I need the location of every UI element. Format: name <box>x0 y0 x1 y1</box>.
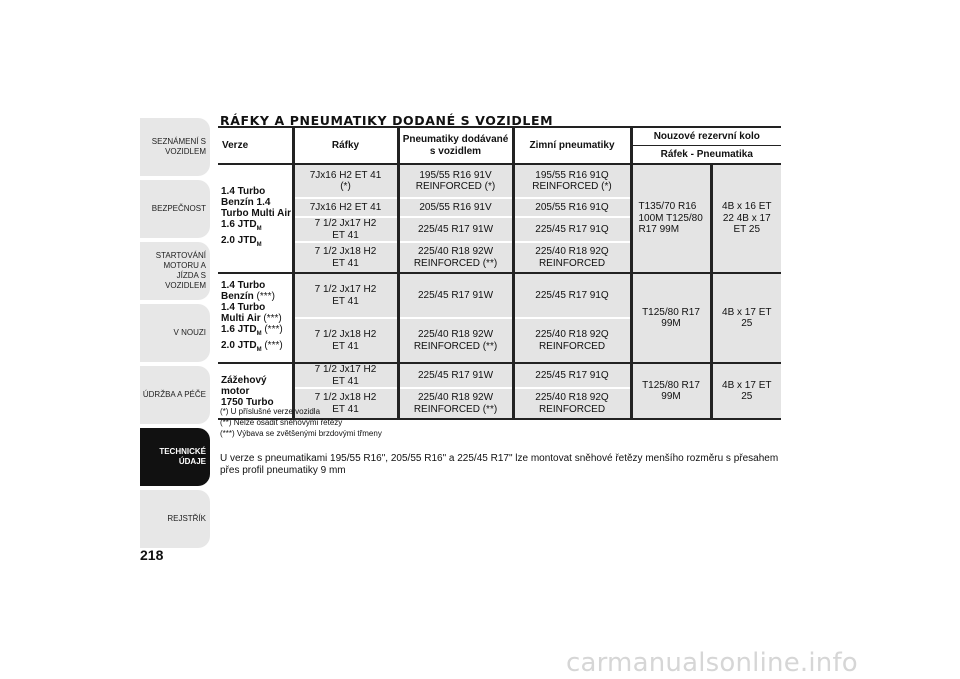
header-rims: Ráfky <box>293 127 398 164</box>
version-line <box>221 313 292 324</box>
version-note: (***) <box>260 313 282 324</box>
version-name: 1.4 Turbo <box>221 302 266 313</box>
winter-tyre-cell-text: 225/45 R17 91Q <box>535 223 609 235</box>
winter-tyre-cell-text: 225/40 R18 92Q REINFORCED <box>535 329 609 352</box>
tyre-cell-text: 225/45 R17 91W <box>417 223 494 235</box>
version-name: 1.6 JTD <box>221 219 257 230</box>
sidebar-tab[interactable] <box>140 118 210 176</box>
header-winter-tyres: Zimní pneumatiky <box>513 127 631 164</box>
tyre-cell <box>398 217 513 242</box>
version-name: Zážehový <box>221 374 267 386</box>
version-line <box>221 219 292 235</box>
sidebar-tab-label: VOZIDLEM <box>165 281 206 290</box>
rim-cell-text: 7 1/2 Jx18 H2 ET 41 <box>314 392 377 415</box>
version-line <box>221 280 292 291</box>
tyre-cell-text: 195/55 R16 91V REINFORCED (*) <box>415 169 496 192</box>
version-line <box>221 197 292 208</box>
tyre-cell-text: 205/55 R16 91V <box>419 201 492 213</box>
sidebar-tab-label: BEZPEČNOST <box>151 204 206 213</box>
table-row <box>218 363 781 388</box>
winter-tyre-cell-text: 195/55 R16 91Q REINFORCED (*) <box>532 169 612 192</box>
spare-tyre-text: T125/80 R17 99M <box>642 306 700 329</box>
version-line <box>221 340 292 356</box>
spare-tyre-cell <box>631 363 711 419</box>
version-cell <box>218 164 293 273</box>
rim-cell <box>293 242 398 273</box>
tyre-cell-text: 225/45 R17 91W <box>417 369 494 381</box>
rim-cell <box>293 363 398 388</box>
snow-chain-note: U verze s pneumatikami 195/55 R16", 205/55 R16" a 225/45 R17" lze montovat sněhové řetězy menšího rozměru s přesahem přes profil pneumatiky 9 mm <box>220 453 779 476</box>
spare-rim-text: 4B x 17 ET 25 <box>722 379 772 402</box>
page-number: 218 <box>140 547 164 563</box>
sidebar-tab[interactable] <box>140 490 210 548</box>
spare-tyre-cell <box>631 164 711 273</box>
version-name: 2.0 JTD <box>221 340 257 351</box>
sidebar-tab-label: STARTOVÁNÍ <box>155 251 206 260</box>
rim-cell <box>293 217 398 242</box>
winter-tyre-cell-text: 205/55 R16 91Q <box>535 201 609 213</box>
version-subscript: M <box>256 226 262 232</box>
version-name: Turbo Multi Air <box>221 208 291 219</box>
rim-cell-text: 7 1/2 Jx17 H2 ET 41 <box>314 284 377 307</box>
footnotes <box>220 406 382 439</box>
tyre-cell-text: 225/40 R18 92W REINFORCED (**) <box>413 329 498 352</box>
rim-cell-text: 7Jx16 H2 ET 41 <box>309 201 382 213</box>
tyre-cell-text: 225/40 R18 92W REINFORCED (**) <box>413 392 498 415</box>
sidebar-tab-label: SEZNÁMENÍ S <box>151 137 206 146</box>
version-line <box>221 386 292 397</box>
spare-tyre-text: T135/70 R16 100M T125/80 R17 99M <box>638 201 703 236</box>
header-version: Verze <box>218 127 293 164</box>
winter-tyre-cell <box>513 198 631 217</box>
version-name: Multi Air <box>221 313 261 324</box>
sidebar-tab[interactable] <box>140 304 210 362</box>
sidebar-tab[interactable] <box>140 242 210 300</box>
winter-tyre-cell <box>513 242 631 273</box>
footnote: (***) Výbava se zvětšenými brzdovými třmeny <box>220 429 382 438</box>
tyre-cell <box>398 198 513 217</box>
version-line <box>221 324 292 340</box>
tyre-cell-text: 225/40 R18 92W REINFORCED (**) <box>413 246 498 269</box>
rim-cell-text: 7 1/2 Jx18 H2 ET 41 <box>314 329 377 352</box>
sidebar-tab-label: ÚDRŽBA A PÉČE <box>142 390 206 399</box>
sidebar-tab[interactable] <box>140 180 210 238</box>
version-name: 1750 Turbo <box>221 396 274 408</box>
footnote: (**) Nelze osadit sněhovými řetězy <box>220 418 343 427</box>
version-subscript: M <box>256 347 262 353</box>
sidebar-tab-label: REJSTŘÍK <box>167 514 206 523</box>
winter-tyre-cell-text: 225/45 R17 91Q <box>535 289 609 301</box>
spare-tyre-text: T125/80 R17 99M <box>642 379 700 402</box>
sidebar-tab-label: VOZIDLEM <box>165 147 206 156</box>
footnote: (*) U příslušné verze vozidla <box>220 407 321 416</box>
version-subscript: M <box>256 242 262 248</box>
rim-cell-text: 7 1/2 Jx17 H2 ET 41 <box>314 364 377 387</box>
version-note: (***) <box>253 291 275 302</box>
rim-cell <box>293 318 398 363</box>
watermark: carmanualsonline.info <box>566 648 858 678</box>
section-sidebar <box>140 118 210 552</box>
winter-tyre-cell <box>513 363 631 388</box>
version-line <box>221 235 292 251</box>
spare-rim-cell <box>711 273 781 363</box>
rim-cell-text: 7 1/2 Jx18 H2 ET 41 <box>314 246 377 269</box>
tyre-cell <box>398 318 513 363</box>
version-line <box>221 291 292 302</box>
winter-tyre-cell <box>513 164 631 198</box>
rim-cell <box>293 198 398 217</box>
sidebar-tab-label: MOTORU A JÍZDA S <box>163 261 206 280</box>
version-subscript: M <box>256 331 262 337</box>
page-title: RÁFKY A PNEUMATIKY DODANÉ S VOZIDLEM <box>220 113 554 128</box>
table-row <box>218 164 781 198</box>
version-name: 1.4 Turbo <box>221 280 266 291</box>
tyre-cell <box>398 388 513 419</box>
version-name: 2.0 JTD <box>221 235 257 246</box>
version-name: 1.6 JTD <box>221 324 257 335</box>
header-spare-sub: Ráfek - Pneumatika <box>631 146 781 165</box>
version-name: Benzín <box>221 291 254 302</box>
sidebar-tab[interactable] <box>140 428 210 486</box>
sidebar-tab-label: V NOUZI <box>173 328 206 337</box>
tyre-cell <box>398 242 513 273</box>
version-note: (***) <box>261 340 283 351</box>
version-name: 1.4 Turbo <box>221 186 266 197</box>
winter-tyre-cell <box>513 273 631 318</box>
rim-cell-text: 7 1/2 Jx17 H2 ET 41 <box>314 218 377 241</box>
winter-tyre-cell <box>513 217 631 242</box>
version-line <box>221 186 292 197</box>
version-line <box>221 302 292 313</box>
version-cell <box>218 273 293 363</box>
version-line <box>221 375 292 386</box>
header-tyres-supplied: Pneumatiky dodávané s vozidlem <box>398 127 513 164</box>
rim-cell-text: 7Jx16 H2 ET 41 (*) <box>309 169 382 192</box>
winter-tyre-cell-text: 225/40 R18 92Q REINFORCED <box>535 392 609 415</box>
rim-cell <box>293 164 398 198</box>
spare-rim-cell <box>711 363 781 419</box>
tyre-table <box>218 126 781 420</box>
winter-tyre-cell <box>513 318 631 363</box>
spare-rim-cell <box>711 164 781 273</box>
winter-tyre-cell-text: 225/45 R17 91Q <box>535 369 609 381</box>
winter-tyre-cell-text: 225/40 R18 92Q REINFORCED <box>535 246 609 269</box>
table-row <box>218 273 781 318</box>
spare-tyre-cell <box>631 273 711 363</box>
winter-tyre-cell <box>513 388 631 419</box>
header-spare-wheel: Nouzové rezervní kolo <box>631 127 781 146</box>
tyre-cell <box>398 363 513 388</box>
version-note: (***) <box>261 324 283 335</box>
spare-rim-text: 4B x 17 ET 25 <box>722 306 772 329</box>
version-line <box>221 208 292 219</box>
spare-rim-text: 4B x 16 ET 22 4B x 17 ET 25 <box>722 201 772 236</box>
tyre-cell <box>398 164 513 198</box>
rim-cell <box>293 273 398 318</box>
sidebar-tab-label: TECHNICKÉ ÚDAJE <box>159 447 206 466</box>
version-name: Benzín 1.4 <box>221 197 271 208</box>
tyre-cell <box>398 273 513 318</box>
tyre-cell-text: 225/45 R17 91W <box>417 289 494 301</box>
version-name: motor <box>221 385 250 397</box>
sidebar-tab[interactable] <box>140 366 210 424</box>
